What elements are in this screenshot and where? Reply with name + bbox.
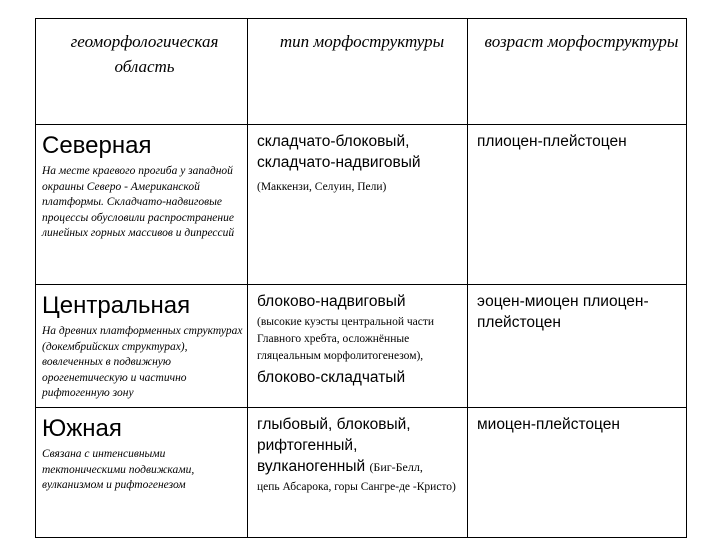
region-cell: [36, 125, 248, 285]
morphostructure-table: [35, 18, 687, 538]
region-cell: [36, 408, 248, 538]
type-note: (высокие куэсты центральной части Главного хребта, осложнённые гляцеальным морфолитогенезом),: [257, 316, 435, 362]
morphostructure-type-block: [257, 414, 447, 478]
morphostructure-type: блоково-надвиговый: [257, 293, 406, 310]
region-name: Южная: [42, 415, 122, 442]
table-row: [36, 125, 687, 285]
table-header-row: [36, 19, 687, 125]
header-age: возраст морфоструктуры: [468, 19, 687, 125]
age-cell: [468, 125, 687, 285]
type-inline-note: (Биг-Белл,: [369, 460, 423, 474]
region-description: На древних платформенных структурах (докембрийских структурах), вовлеченных в подвижную орогенетическую и частично рифтогенную зону: [42, 325, 243, 399]
region-description: Связана с интенсивными тектоническими подвижками, вулканизмом и рифтогенезом: [42, 448, 195, 491]
type-cell: [248, 125, 468, 285]
type-cell: [248, 285, 468, 408]
region-cell: [36, 285, 248, 408]
morphostructure-age: миоцен-плейстоцен: [477, 416, 620, 433]
morphostructure-age: плиоцен-плейстоцен: [477, 133, 627, 150]
header-region: геоморфологическая область: [36, 19, 248, 125]
region-name: Центральная: [42, 292, 191, 319]
age-cell: [468, 408, 687, 538]
header-type: тип морфоструктуры: [248, 19, 468, 125]
table-row: [36, 408, 687, 538]
region-description: На месте краевого прогиба у западной окраины Северо - Американской платформы. Складчато-надвиговые процессы обусловили распространение линейных горных массивов и дипрессий: [42, 165, 235, 239]
age-cell: [468, 285, 687, 408]
table-row: [36, 285, 687, 408]
type-cell: [248, 408, 468, 538]
morphostructure-type: глыбовый, блоковый, рифтогенный, вулканогенный: [257, 416, 411, 475]
morphostructure-type: складчато-блоковый, складчато-надвиговый: [257, 133, 421, 171]
morphostructure-age: эоцен-миоцен плиоцен-плейстоцен: [477, 293, 649, 331]
morphostructure-type-extra: блоково-складчатый: [257, 369, 406, 386]
type-note: цепь Абсарока, горы Сангре-де -Кристо): [257, 481, 456, 493]
region-name: Северная: [42, 132, 152, 159]
type-note: (Маккензи, Селуин, Пели): [257, 181, 387, 193]
